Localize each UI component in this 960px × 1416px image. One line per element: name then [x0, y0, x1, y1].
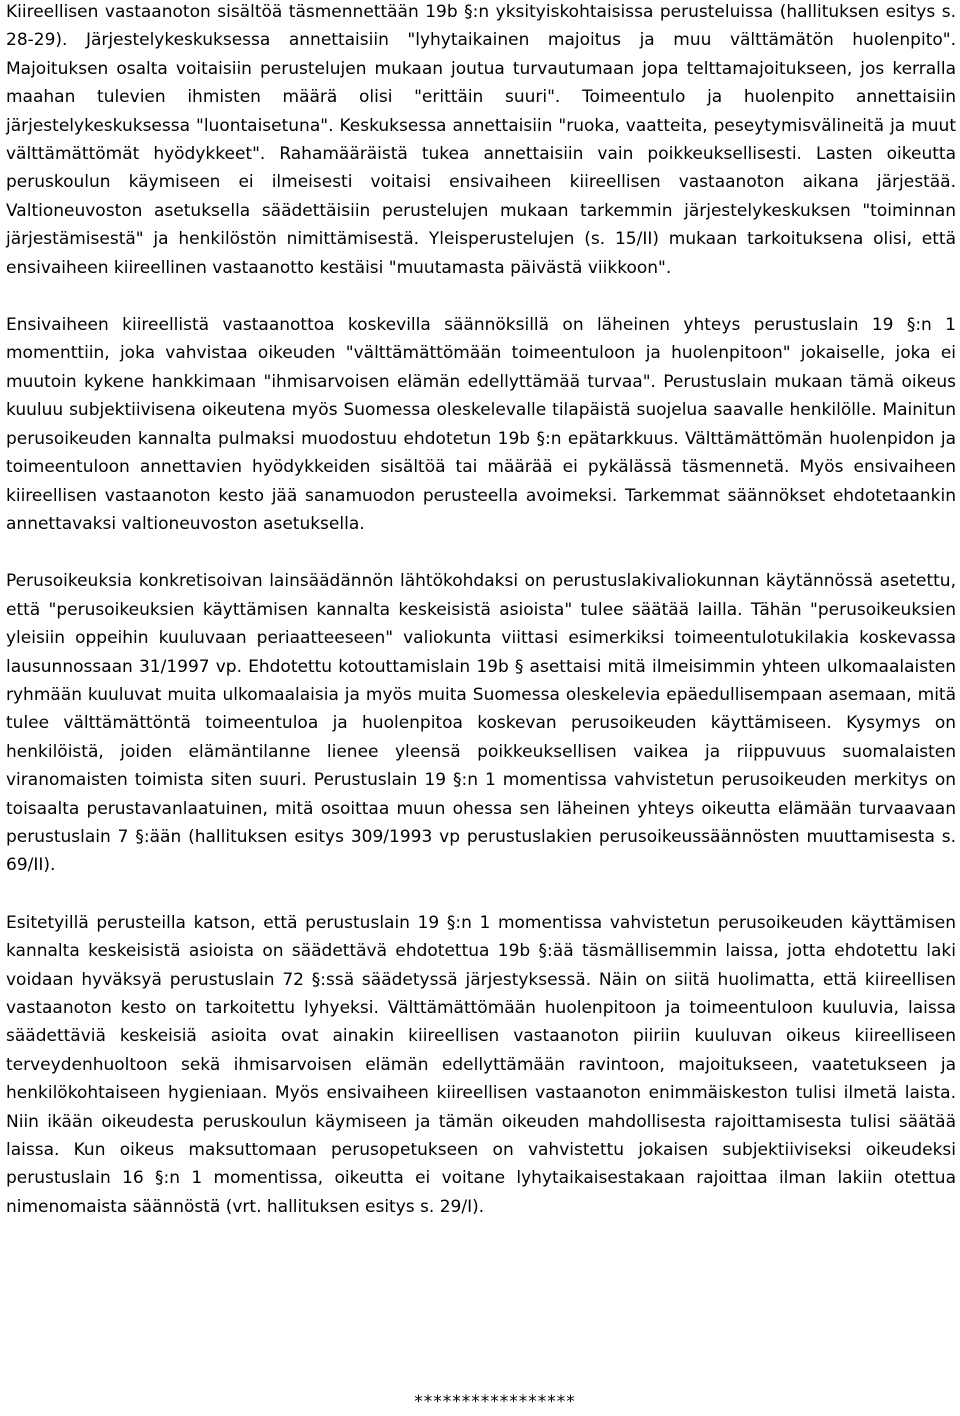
- paragraph-3: Perusoikeuksia konkretisoivan lainsäädännön lähtökohdaksi on perustuslakivaliokunnan käytännössä asetettu, että "perusoikeuksien käyttämisen kannalta keskeisistä asioista" tulee säätää lailla. Tähän "perusoikeuksien yleisiin oppeihin kuuluvaan periaatteeseen" valiokunta viittasi esimerkiksi toimeentulotukilakia koskevassa lausunnossaan 31/1997 vp. Ehdotettu kotouttamislain 19b § asettaisi mitä ilmeisimmin yhteen ulkomaalaisten ryhmään kuuluvat muita ulkomaalaisia ja myös muita Suomessa oleskelevia epäedullisempaan asemaan, mitä tulee välttämättöntä toimeentuloa ja huolenpitoa koskevan perusoikeuden käyttämiseen. Kysymys on henkilöistä, joiden elämäntilanne lienee yleensä poikkeuksellisen vaikea ja riippuvuus suomalaisten viranomaisten toimista siten suuri. Perustuslain 19 §:n 1 momentissa vahvistetun perusoikeuden merkitys on toisaalta perustavanlaatuinen, mitä osoittaa muun ohessa sen läheinen yhteys oikeutta elämään turvaavaan perustuslain 7 §:ään (hallituksen esitys 309/1993 vp perustuslakien perusoikeussäännösten muuttamisesta s. 69/II).: [6, 571, 956, 876]
- document-body: [6, 0, 956, 1250]
- paragraph-1: Kiireellisen vastaanoton sisältöä täsmennettään 19b §:n yksityiskohtaisissa perusteluissa (hallituksen esitys s. 28-29). Järjestelykeskuksessa annettaisiin "lyhytaikainen majoitus ja muu välttämätön huolenpito". Majoituksen osalta voitaisiin perustelujen mukaan joutua turvautumaan jopa telttamajoitukseen, jos kerralla maahan tulevien ihmisten määrä olisi "erittäin suuri". Toimeentulo ja huolenpito annettaisiin järjestelykeskuksessa "luontaisetuna". Keskuksessa annettaisiin "ruoka, vaatteita, peseytymisvälineitä ja muut välttämättömät hyödykkeet". Rahamääräistä tukea annettaisiin vain poikkeuksellisesti. Lasten oikeutta peruskoulun käymiseen ei ilmeisesti voitaisi ensivaiheen kiireellisen vastaanoton aikana järjestää. Valtioneuvoston asetuksella säädettäisiin perustelujen mukaan tarkemmin järjestelykeskuksen "toiminnan järjestämisestä" ja henkilöstön nimittämisestä. Yleisperustelujen (s. 15/II) mukaan tarkoituksena olisi, että ensivaiheen kiireellinen vastaanotto kestäisi "muutamasta päivästä viikkoon".: [6, 2, 956, 278]
- paragraph-2: Ensivaiheen kiireellistä vastaanottoa koskevilla säännöksillä on läheinen yhteys perustuslain 19 §:n 1 momenttiin, joka vahvistaa oikeuden "välttämättömään toimeentuloon ja huolenpitoon" jokaiselle, joka ei muutoin kykene hankkimaan "ihmisarvoisen elämän edellyttämää turvaa". Perustuslain mukaan tämä oikeus kuuluu subjektiivisena oikeutena myös Suomessa oleskelevalle tilapäistä suojelua saavalle henkilölle. Mainitun perusoikeuden kannalta pulmaksi muodostuu ehdotetun 19b §:n epätarkkuus. Välttämättömän huolenpidon ja toimeentuloon annettavien hyödykkeiden sisältöä tai määrää ei pykälässä täsmennetä. Myös ensivaiheen kiireellisen vastaanoton kesto jää sanamuodon perusteella avoimeksi. Tarkemmat säännökset ehdotetaankin annettavaksi valtioneuvoston asetuksella.: [6, 315, 956, 534]
- paragraph-4: Esitetyillä perusteilla katson, että perustuslain 19 §:n 1 momentissa vahvistetun perusoikeuden käyttämisen kannalta keskeisistä asioista on säädettävä ehdotettua 19b §:ää täsmällisemmin laissa, jotta ehdotettu laki voidaan hyväksyä perustuslain 72 §:ssä säädetyssä järjestyksessä. Näin on siitä huolimatta, että kiireellisen vastaanoton kesto on tarkoitettu lyhyeksi. Välttämättömään huolenpitoon ja toimeentuloon kuuluvia, laissa säädettäviä keskeisiä asioita ovat ainakin kiireellisen vastaanoton piiriin kuuluvan oikeus kiireelliseen terveydenhuoltoon sekä ihmisarvoisen elämän edellyttämään ravintoon, majoitukseen, vaatetukseen ja henkilökohtaiseen hygieniaan. Myös ensivaiheen kiireellisen vastaanoton enimmäiskeston tulisi ilmetä laista. Niin ikään oikeudesta peruskoulun käymiseen ja tämän oikeuden mahdollisesta rajoittamisesta tulisi säätää laissa. Kun oikeus maksuttomaan perusopetukseen on vahvistettu jokaisen subjektiiviseksi oikeudeksi perustuslain 16 §:n 1 momentissa, oikeutta ei voitane lyhytaikaisestakaan rajoittaa ilman lakiin otettua nimenomaista säännöstä (vrt. hallituksen esitys s. 29/I).: [6, 912, 956, 1217]
- section-divider: *****************: [414, 1392, 576, 1412]
